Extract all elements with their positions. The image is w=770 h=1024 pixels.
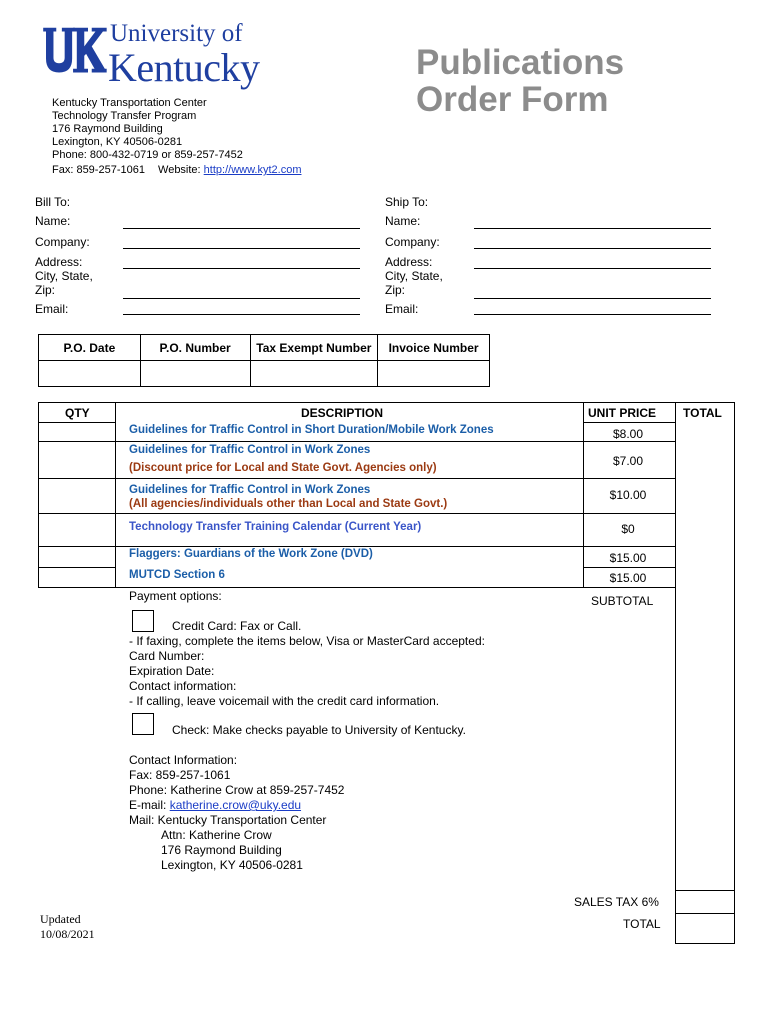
contact-phone: Phone: Katherine Crow at 859-257-7452 — [129, 783, 345, 797]
updated-date: 10/08/2021 — [40, 927, 95, 941]
title-line-2: Order Form — [416, 80, 609, 119]
contact-building: 176 Raymond Building — [161, 843, 282, 857]
fax-note: - If faxing, complete the items below, Visa or MasterCard accepted: — [129, 634, 485, 648]
item-description-note: (Discount price for Local and State Govt. Agencies only) — [129, 462, 437, 474]
contact-mail: Mail: Kentucky Transportation Center — [129, 813, 327, 827]
bill-city-field[interactable] — [123, 298, 360, 299]
bill-company-field[interactable] — [123, 248, 360, 249]
fax-text: Fax: 859-257-1061 — [52, 164, 145, 176]
description-header: DESCRIPTION — [301, 406, 384, 420]
check-checkbox[interactable] — [132, 713, 154, 735]
contact-fax: Fax: 859-257-1061 — [129, 768, 231, 782]
ship-company-label: Company: — [385, 235, 440, 249]
title-line-1: Publications — [416, 43, 625, 82]
contact-attn: Attn: Katherine Crow — [161, 828, 272, 842]
grid-line — [38, 441, 675, 442]
contact-email-label: E-mail: — [129, 798, 167, 812]
contact-city: Lexington, KY 40506-0281 — [161, 858, 303, 872]
grid-line — [38, 402, 39, 588]
tax-exempt-header: Tax Exempt Number — [250, 335, 378, 361]
grid-line — [38, 422, 115, 423]
item-price: $10.00 — [609, 488, 647, 502]
logo-kentucky-text: Kentucky — [108, 45, 260, 90]
call-note: - If calling, leave voicemail with the credit card information. — [129, 694, 440, 708]
website-label: Website: — [158, 164, 201, 176]
ship-address-field[interactable] — [474, 268, 711, 269]
ship-email-field[interactable] — [474, 314, 711, 315]
bill-address-field[interactable] — [123, 268, 360, 269]
sales-tax-label: SALES TAX 6% — [574, 895, 659, 909]
bill-name-label: Name: — [35, 214, 71, 228]
bill-zip-text: Zip: — [35, 283, 56, 297]
total-header: TOTAL — [683, 406, 722, 420]
ship-name-field[interactable] — [474, 228, 711, 229]
po-input-row — [39, 361, 490, 387]
grid-line — [583, 422, 675, 423]
item-price: $15.00 — [609, 571, 647, 585]
uk-logo-icon — [38, 24, 110, 80]
ship-name-label: Name: — [385, 214, 421, 228]
item-price: $0 — [621, 522, 635, 536]
grid-line — [734, 402, 735, 944]
bill-address-label — [35, 255, 93, 297]
ship-address-label — [385, 255, 443, 297]
tax-exempt-cell[interactable] — [250, 361, 378, 387]
card-number-label: Card Number: — [129, 649, 205, 663]
contact-email-link[interactable]: katherine.crow@uky.edu — [169, 798, 302, 812]
bill-city-text: City, State, — [35, 269, 93, 283]
item-price: $8.00 — [612, 427, 644, 441]
po-number-cell[interactable] — [140, 361, 250, 387]
invoice-number-cell[interactable] — [378, 361, 490, 387]
grid-line — [583, 567, 675, 568]
page-title — [416, 44, 624, 118]
item-description: Guidelines for Traffic Control in Work Zones — [129, 444, 371, 456]
check-label: Check: Make checks payable to University of Kentucky. — [172, 723, 466, 737]
ship-company-field[interactable] — [474, 248, 711, 249]
address-line: 176 Raymond Building — [52, 123, 163, 135]
ship-to-heading: Ship To: — [385, 195, 429, 209]
grid-line — [38, 513, 675, 514]
grid-line — [38, 402, 735, 403]
ship-zip-text: Zip: — [385, 283, 406, 297]
center-address — [52, 97, 301, 177]
bill-email-label: Email: — [35, 302, 69, 316]
item-description: Guidelines for Traffic Control in Work Zones — [129, 484, 371, 496]
item-description: Guidelines for Traffic Control in Short Duration/Mobile Work Zones — [129, 424, 494, 436]
address-line: Lexington, KY 40506-0281 — [52, 136, 183, 148]
contact-heading: Contact Information: — [129, 753, 238, 767]
updated-label: Updated — [40, 912, 81, 926]
ship-email-label: Email: — [385, 302, 419, 316]
item-description: Flaggers: Guardians of the Work Zone (DVD) — [129, 548, 373, 560]
bill-name-field[interactable] — [123, 228, 360, 229]
grid-line — [675, 890, 735, 891]
ship-city-text: City, State, — [385, 269, 443, 283]
logo-university-text: University of — [110, 20, 243, 47]
credit-card-label: Credit Card: Fax or Call. — [172, 619, 302, 633]
item-description: MUTCD Section 6 — [129, 569, 225, 581]
po-header-row — [39, 335, 490, 361]
po-date-cell[interactable] — [39, 361, 141, 387]
grid-line — [115, 402, 116, 588]
item-price: $7.00 — [612, 454, 644, 468]
po-number-header: P.O. Number — [140, 335, 250, 361]
ship-city-field[interactable] — [474, 298, 711, 299]
unit-price-header: UNIT PRICE — [588, 406, 657, 420]
grid-line — [38, 546, 675, 547]
grid-line — [675, 402, 676, 944]
grid-line — [38, 587, 675, 588]
bill-to-heading: Bill To: — [35, 195, 71, 209]
qty-header: QTY — [65, 406, 90, 420]
po-date-header: P.O. Date — [39, 335, 141, 361]
grid-line — [675, 913, 735, 914]
updated-note — [40, 912, 95, 942]
grid-line — [38, 567, 115, 568]
item-price: $15.00 — [609, 551, 647, 565]
subtotal-label: SUBTOTAL — [591, 594, 654, 608]
website-link[interactable]: http://www.kyt2.com — [203, 164, 302, 176]
bill-address-text: Address: — [35, 255, 83, 269]
ship-address-text: Address: — [385, 255, 433, 269]
grid-line — [675, 943, 735, 944]
item-description-note: (All agencies/individuals other than Local and State Govt.) — [129, 498, 448, 510]
bill-email-field[interactable] — [123, 314, 360, 315]
grand-total-label: TOTAL — [623, 917, 661, 931]
invoice-number-header: Invoice Number — [378, 335, 490, 361]
grid-line — [38, 478, 675, 479]
bill-company-label: Company: — [35, 235, 90, 249]
contact-info-label: Contact information: — [129, 679, 237, 693]
contact-section — [129, 753, 344, 873]
credit-card-section — [129, 619, 485, 709]
item-description: Technology Transfer Training Calendar (Current Year) — [129, 521, 422, 533]
address-line: Kentucky Transportation Center — [52, 97, 207, 109]
payment-heading: Payment options: — [129, 589, 222, 603]
expiration-label: Expiration Date: — [129, 664, 215, 678]
address-line: Technology Transfer Program — [52, 110, 197, 122]
po-table — [38, 334, 490, 387]
address-line: Phone: 800-432-0719 or 859-257-7452 — [52, 149, 243, 161]
